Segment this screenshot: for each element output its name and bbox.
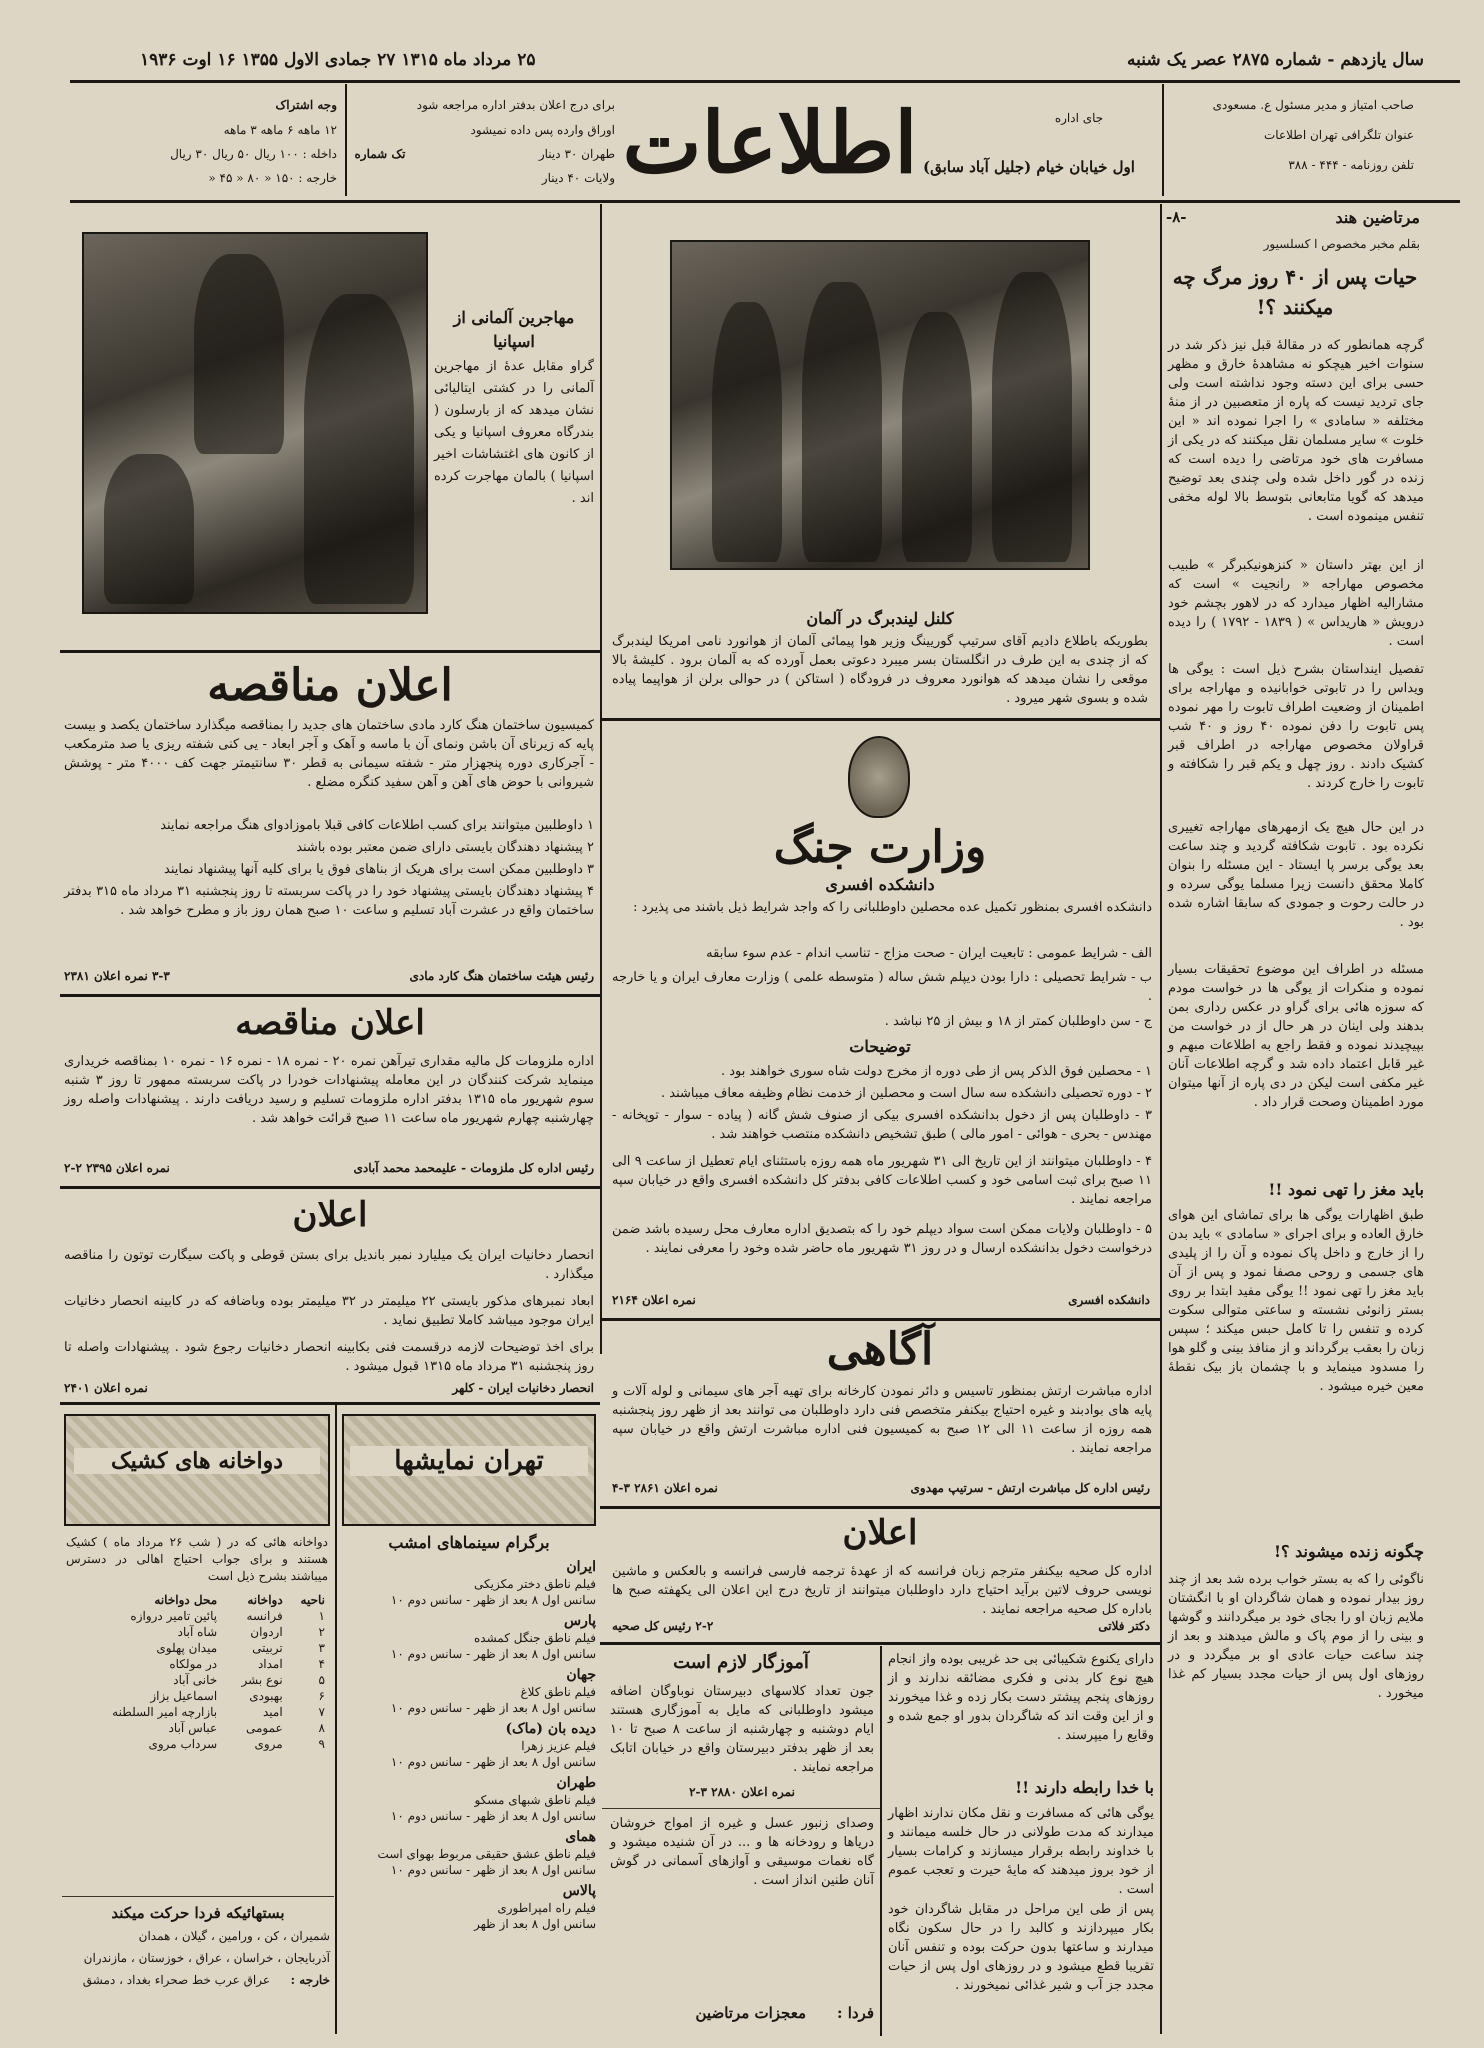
ad-note: برای درج اعلان بدفتر اداره مراجعه شود: [416, 98, 615, 112]
notice-bottom-rule: [600, 1506, 1160, 1509]
pharmacy-district: ۹: [318, 1737, 325, 1751]
ad2-title: اعلان مناقصه: [235, 1003, 425, 1043]
article-byline: بقلم مخبر مخصوص ا کسلسیور: [1263, 237, 1420, 251]
notice-footer-left: نمره اعلان ۲۸۶۱ ۳-۴: [612, 1481, 718, 1495]
ad2-footer-left: نمره اعلان ۲۳۹۵ ۲-۲: [64, 1161, 170, 1175]
cinema-divider: [335, 1404, 337, 2034]
pharmacy-row: [66, 1624, 328, 1640]
date-line: ۲۵ مرداد ماه ۱۳۱۵ ۲۷ جمادی الاول ۱۳۵۵ ۱۶ اوت ۱۹۳۶: [140, 50, 536, 70]
lion-and-sun-emblem: [848, 736, 910, 818]
cinema-entry: [344, 1612, 596, 1662]
migrants-caption-title: مهاجرین آلمانی از اسپانیا: [453, 308, 575, 351]
ad1-title: اعلان مناقصه: [207, 660, 453, 711]
top-rule: [70, 80, 1460, 83]
teacher-body: جون تعداد کلاسهای دبیرستان نوباوگان اضافه میشود داوطلبانی که مایل به آموزگاری هستند ایام دوشنبه و چهارشنبه از ساعت ۸ صبح تا ۱۰ بعد از ظهر بدفتر دبیرستان واقع در خیابان اتابک مراجعه نمایند .: [610, 1684, 874, 1775]
pharmacy-location: پائین تامیر دروازه: [130, 1609, 218, 1623]
pharmacy-name: عمومی: [245, 1721, 283, 1735]
article-para-7: ناگوئی را که به بستر خواب برده شد بعد از چند روز بیدار نموده و همان شاگردان او با انگشتان ملایم زبان او را بجای خود بر میگردانند و گوشها و بینی را از موم پاک و مالش میدهند و بعد از چند ساعت حیات عادی او بر میگردد و در روزهای اول پس از حیات مجدد بسیار کم غذا میخورد .: [1168, 1572, 1424, 1701]
cinema-times: سانس اول ۸ بعد از ظهر: [474, 1917, 596, 1931]
ad3-body-3: برای اخذ توضیحات لازمه درقسمت فنی بکابینه انحصار دخانیات رجوع شود . پیشنهادات واصله تا روز پنجشنبه ۳۱ مرداد ماه ۱۳۱۵ قبول میشود .: [64, 1340, 594, 1374]
shipping-foreign-label: خارجه :: [290, 1973, 330, 1987]
yogi-cont-para: دارای یکنوع شکیبائی بی حد غریبی بوده واز انجام هیچ نوع کار بدنی و فکری مضائقه ندارند و از روزهای پنجم پیشتر دست بکار زده و غذا میخورند و از این وقت اند که شاگردان بدور او جمع شده و وقایع را میپرسند .: [888, 1652, 1154, 1743]
yogi-cont-para-2: یوگی هائی که مسافرت و نقل مکان ندارند اظهار میدارند که مدت طولانی در حال خلسه میمانند و با خداوند رابطه برقرار میسازند و کرامات بسیار از خود بروز میدهند که مایهٔ حیرت و تعجب عموم است .: [888, 1806, 1154, 1897]
war-ministry-intro: دانشکده افسری بمنظور تکمیل عده محصلین داوطلبانی را که واجد شرایط ذیل باشند می پذیرد :: [633, 900, 1152, 915]
photo-figure: [992, 272, 1072, 562]
shipping-line-1: شمیران ، کن ، ورامین ، گیلان ، همدان: [138, 1929, 330, 1943]
migrants-caption: گراو مقابل عدهٔ از مهاجرین آلمانی را در کشتی ایتالیائی نشان میدهد که از بارسلون ( بندرگاه معروف اسپانیا و یکی از کانون های اغتشاشات اخیر اسپانیا ) بالمان مهاجرت کرده اند .: [434, 359, 594, 506]
pharmacy-district: ۵: [318, 1673, 325, 1687]
announcement-footer-left: ۲-۲ رئیس کل صحیه: [612, 1619, 714, 1633]
pharmacy-name: بهبودی: [249, 1689, 283, 1703]
masthead-phone: تلفن روزنامه - ۴۴۴ - ۳۸۸: [1288, 158, 1414, 172]
migrants-photo: [82, 232, 428, 614]
cinema-film: فیلم ناطق کلاغ: [520, 1685, 596, 1699]
article-title: حیات پس از ۴۰ روز مرگ چه میکنند ؟!: [1172, 265, 1418, 319]
pharmacy-row: [66, 1736, 328, 1752]
shipping-top-rule: [62, 1896, 334, 1897]
cinema-program-title: برگرام سینماهای امشب: [388, 1533, 550, 1552]
article-para-1: گرچه همانطور که در مقالهٔ قبل نیز ذکر شد در سنوات اخیر هیچکو نه مشاهدهٔ خارق و مظهر حسی برای این دسته وجود نداشته است ولی جای تردید نیست که پاره از متعصبین در از منهٔ مختلفه « سامادی » را اجرا نموده اند « این خلوت » سایر مسلمان نقل میکنند که در یکی از مسافرت های خود مرتاضی را دیده است که زنده در گور داخل شده ولی چندی بعد توضیح میدهد که گویا متابعانی بتوسط بالا لوله مخفی تنفس مینموده است .: [1168, 338, 1424, 524]
article-para-4: در این حال هیچ یک ازمهرهای مهاراجه تغییری نکرده بود . تابوت شکافته گردید و چند ساعت بعد یوگی برسر پا ایستاد - این مسئله را بنوان کاملا محقق دانست زیرا مسلما یوگی سرده و در حالت رحوت و جمودی که سابقا اشاره شده بود .: [1168, 820, 1424, 930]
cinema-film: فیلم ناطق شبهای مسکو: [474, 1793, 596, 1807]
single-price-label: تک شماره: [354, 147, 406, 161]
pharmacy-rows: [66, 1608, 328, 1752]
masthead-owner: صاحب امتیاز و مدیر مسئول ع. مسعودی: [1212, 98, 1414, 112]
photo-figure: [304, 294, 414, 604]
cinema-name: پارس: [563, 1613, 596, 1629]
war-note-1: ۱ - محصلین فوق الذکر پس از طی دوره از مخرج دولت شاه سوری خواهند بود .: [721, 1064, 1152, 1079]
ad3-bottom-rule: [60, 1402, 600, 1405]
ad1-item-2: ۲ پیشنهاد دهندگان بایستی دارای ضمن معتبر بوده باشند: [296, 840, 594, 855]
photo-figure: [194, 254, 284, 454]
cinema-name: جهان: [566, 1667, 596, 1683]
announcement-body: اداره کل صحیه بیکنفر مترجم زبان فرانسه که از عهدهٔ ترجمه فارسی فرانسه و بالعکس و ماشین نویسی حروف لاتین برآید احتیاج دارد داوطلبان میتوانند از تاریخ درج این اعلان الی یکهفته صبح ها باداره کل صحیه مراجعه نمایند .: [612, 1564, 1152, 1617]
pharmacy-row: [66, 1640, 328, 1656]
pharmacy-location: اسماعیل بزاز: [150, 1689, 218, 1703]
pharmacy-table-wrap: [66, 1592, 328, 1752]
war-condition-a: الف - شرایط عمومی : تابعیت ایران - صحت مزاج - تناسب اندام - عدم سوء سابقه: [706, 946, 1152, 961]
cinema-times: سانس اول ۸ بعد از ظهر - سانس دوم ۱۰: [390, 1647, 596, 1661]
pharmacy-location: در مولکاه: [169, 1657, 218, 1671]
pharmacy-location: خانی آباد: [173, 1673, 218, 1687]
section-title: مرتاضین هند: [1335, 208, 1420, 227]
cinema-list: [344, 1558, 596, 1936]
lindbergh-caption-title: کلنل لیندبرگ در آلمان: [806, 609, 954, 628]
notice-title: آگاهی: [826, 1324, 934, 1375]
cinema-film: فیلم عزیز زهرا: [521, 1739, 596, 1753]
ad2-bottom-rule: [60, 1186, 600, 1189]
ad1-footer-right: رئیس هیئت ساختمان هنگ کارد مادی: [409, 969, 594, 983]
issue-line: سال یازدهم - شماره ۲۸۷۵ عصر یک شنبه: [1127, 50, 1424, 70]
pharmacy-district: ۶: [318, 1689, 325, 1703]
bottom-mid-para: وصدای زنبور عسل و غیره از امواج خروشان دریاها و رودخانه ها و ... در آن شنیده میشود و گاه نغمات موسیقی و آوازهای آسمانی در گوش آنان طنین انداز است .: [610, 1816, 874, 1888]
ad1-body: کمیسیون ساختمان هنگ کارد مادی ساختمان های جدید را بمناقصه میگذارد ساختمان یکصد و بیست پایه که زیرنای آن باشن ونمای آن با ماسه و آهک و آجر ابعاد - یی کنی شفته ریزی یا صد مترمکعب - آجرکاری دوره پنجهزار متر - شفته سیمانی به قطر ۳۰ سانتیمتر جهت کف ۴۰۰۰ متر - پوشش شیروانی با حوض های آهن و آهن سفید کنگره مضلع .: [64, 718, 594, 790]
tehran-price: طهران ۳۰ دینار: [538, 147, 615, 161]
shipping-title: بستهائیکه فردا حرکت میکند: [111, 1904, 285, 1922]
cinema-times: سانس اول ۸ بعد از ظهر - سانس دوم ۱۰: [390, 1809, 596, 1823]
tomorrow-title: معجزات مرتاضین: [695, 2004, 806, 2022]
yogi-bottom-para: پس از طی این مراحل در مقابل شاگردان خود بکار میپردازند و کالبد را در حال سکون نگاه میدارند و ساعتها بدون حرکت بوده و تنفس آنان تقریبا قطع میشود و در روزهای اول پس از حیات مجدد جز آب و شیر غذائی نمیخورند .: [888, 1902, 1154, 1993]
pharmacy-header-row: [66, 1592, 328, 1608]
masthead-title: اطلاعات: [622, 93, 918, 192]
pharmacy-location: عباس آباد: [168, 1721, 218, 1735]
war-condition-b: ب - شرایط تحصیلی : دارا بودن دیپلم شش ساله ( متوسطه علمی ) وزارت معارف ایران و یا خارجه .: [612, 970, 1152, 1004]
cinema-film: فیلم ناطق جنگل کمشده: [473, 1631, 596, 1645]
ad3-body-2: ابعاد نمبرهای مذکور بایستی ۲۲ میلیمتر در ۳۲ میلیمتر بوده وباضافه که در کابینه انحصار دخانیات ایران موجود میباشد کاملا تطبیق نماید .: [64, 1294, 594, 1328]
pharmacy-location: شاه آباد: [177, 1625, 218, 1639]
cinema-times: سانس اول ۸ بعد از ظهر - سانس دوم ۱۰: [390, 1755, 596, 1769]
war-note-4: ۴ - داوطلبان میتوانند از این تاریخ الی ۳۱ شهریور ماه همه روزه باستثنای ایام تعطیل از ساعت ۹ الی ۱۱ صبح برای ثبت اسامی خود و کسب اطلاعات کافی بدفتر کل دانشکده افسری واقع در خیابان سپه مراجعه نمایند .: [612, 1154, 1152, 1207]
war-condition-c: ج - سن داوطلبان کمتر از ۱۸ و بیش از ۲۵ نباشد .: [884, 1014, 1152, 1029]
center-photo-rule: [600, 718, 1160, 721]
article-para-5: مسئله در اطراف این موضوع تحقیقات بسیار نموده و منکرات از یوگی ها در خواست مودم که سوزه هائی برای گراو در عکس رداری بمن بدهند ولی اینان در هر حال از در خواست من بپیچیدند نموده و فقط راجع به اطلاعات مبهم و غیر قابل اعتماد داده شد و گرچه اطلاعات آنان غیر مکفی است لیکن در دی پاره از آنها میتوان مورد اطمینان وصحت قرار داد .: [1168, 962, 1424, 1110]
pharmacy-location: سرداب مروی: [148, 1737, 218, 1751]
pharmacy-name: تربیتی: [252, 1641, 283, 1655]
ad3-footer-right: انحصار دخانیات ایران - کلهر: [452, 1381, 594, 1395]
cinema-entry: [344, 1720, 596, 1770]
cinema-entry: [344, 1882, 596, 1932]
pharmacy-header-district: ناحیه: [300, 1593, 325, 1607]
notice-footer-right: رئیس اداره کل مباشرت ارتش - سرتیپ مهدوی: [910, 1481, 1150, 1495]
column-rule-left: [600, 204, 602, 1354]
article-subhead-1: باید مغز را تهی نمود !!: [1268, 1180, 1424, 1199]
shipping-line-3: عراق عرب خط صحراء بغداد ، دمشق: [82, 1973, 270, 1987]
war-note-3: ۳ - داوطلبان پس از دخول بدانشکده افسری بیکی از صنوف شش گانه ( پیاده - سوار - توپخانه - مهندس - بحری - هوائی - امور مالی ) طبق تشخیص دانشکده منتصب خواهند شد .: [612, 1108, 1152, 1142]
pharmacy-district: ۱: [318, 1609, 325, 1623]
pharmacy-header-location: محل دواخانه: [154, 1593, 218, 1607]
war-footer-left: نمره اعلان ۲۱۶۴: [612, 1293, 696, 1307]
ad1-item-1: ۱ داوطلبین میتوانند برای کسب اطلاعات کافی قبلا باموزادوای هنگ مراجعه نمایند: [160, 818, 594, 833]
announcement-title: اعلان: [842, 1513, 918, 1553]
tomorrow-label: فردا :: [836, 2004, 874, 2022]
cinema-film: فیلم ناطق دختر مکزیکی: [474, 1577, 596, 1591]
shipping-line-2: آذربایجان ، خراسان ، عراق ، خوزستان ، مازندران: [83, 1951, 330, 1965]
cinema-film: فیلم راه امپراطوری: [497, 1901, 596, 1915]
pharmacy-row: [66, 1672, 328, 1688]
section-part: -۸-: [1166, 208, 1187, 226]
pharmacy-brand: دواخانه های کشیک: [74, 1448, 320, 1474]
cinema-entry: [344, 1558, 596, 1608]
cinema-film: فیلم ناطق عشق حقیقی مربوط بهوای است: [377, 1847, 596, 1861]
pharmacy-row: [66, 1704, 328, 1720]
photo-figure: [902, 312, 972, 562]
teacher-footer: نمره اعلان ۲۸۸۰ ۳-۲: [689, 1785, 795, 1799]
photo-figure: [104, 454, 194, 604]
lindbergh-caption: بطوریکه باطلاع دادیم آقای سرتیپ گوریینگ وزیر هوا پیمائی آلمان از هوانورد نامی امریکا لیندبرگ که از چندی به این طرف در انگلستان بسر میبرد دعوتی بعمل آورده که به آلمان برود . کلیشهٔ بالا موقعی را نشان میدهد که هوانورد معروف در فرودگاه ( استاکن ) در حوالی برلن از هواپیما پیاده شده و بسوی شهر میرود .: [612, 634, 1148, 706]
ad-note-2: اوراق وارده پس داده نمیشود: [470, 123, 615, 137]
article-para-6: طبق اظهارات یوگی ها برای تماشای این هوای خارق العاده و برای اجرای « سامادی » باید بدن را از خارج و داخل پاک نموده و آن را از پلیدی های جسمی و روحی مصفا نمود و پس از آن باید مغز را تهی نمود !! یوگی مفید ابتدا بر روی بستر زانوئی نشسته و ساعتی متوالی سکوت کرده و تنفس را تا کامل حبس میکند ؛ سپس زبان را بعقب برگرداند و از منافذ بینی و گلو هوا را مسدود مینماید و با چشمان باز بیک نقطهٔ معین خیره میشود .: [1168, 1208, 1424, 1394]
cinema-times: سانس اول ۸ بعد از ظهر - سانس دوم ۱۰: [390, 1863, 596, 1877]
lower-divider: [880, 1646, 882, 2036]
pharmacy-name: فرانسه: [246, 1609, 283, 1623]
office-label: جای اداره: [1054, 111, 1104, 125]
pharmacy-intro: دواخانه هائی که در ( شب ۲۶ مرداد ماه ) کشیک هستند و برای جواب احتیاج اهالی در دسترس میباشند بشرح ذیل است: [66, 1535, 328, 1583]
cinema-name: پالاس: [562, 1883, 596, 1899]
article-para-3: تفصیل اینداستان بشرح ذیل است : یوگی ها ویداس را در تابوتی خوابانیده و مهاراجه برای اطمینان از وضعیت اطراف تابوت را مهر نموده پس تابوت را دفن نموده ۴۰ روز و ۴۰ شب قراولان مخصوص مهاراجه در اطراف قبر کشیک دادند . روز چهل و یکم قبر را شکافته و تابوت را خارج کردند .: [1168, 662, 1424, 791]
subscription-header: ۱۲ ماهه ۶ ماهه ۳ ماهه: [223, 123, 337, 137]
pharmacy-district: ۷: [318, 1705, 325, 1719]
pharmacy-table: [66, 1592, 328, 1752]
column-rule-right: [1160, 204, 1162, 2034]
office-address: اول خیابان خیام (جلیل آباد سابق): [923, 158, 1135, 176]
pharmacy-district: ۴: [318, 1657, 325, 1671]
masthead-telegraph: عنوان تلگرافی تهران اطلاعات: [1264, 128, 1414, 142]
ad1-footer-left: ۳-۳ نمره اعلان ۲۳۸۱: [64, 969, 170, 983]
cinema-times: سانس اول ۸ بعد از ظهر - سانس دوم ۱۰: [390, 1593, 596, 1607]
cinema-name: طهران: [556, 1775, 596, 1791]
ad1-item-3: ۳ داوطلبین ممکن است برای هریک از بناهای فوق یا برای کلیه آنها پیشنهاد نمایند: [164, 862, 594, 877]
war-note-5: ۵ - داوطلبان ولایات ممکن است سواد دیپلم خود را که بتصدیق اداره معارف محل رسیده باشد ضمن درخواست دخول بدانشکده ارسال و در روز ۳۱ شهریور ماه حاضر شده وخود را معرفی نمایند .: [612, 1222, 1152, 1256]
ad2-footer-right: رئیس اداره کل ملزومات - علیمحمد محمد آبادی: [353, 1161, 594, 1175]
war-ministry-subtitle: دانشکده افسری: [825, 875, 935, 894]
war-bottom-rule: [600, 1318, 1160, 1321]
pharmacy-header-name: دواخانه: [247, 1593, 283, 1607]
subscription-label: وجه اشتراک: [275, 98, 337, 112]
ad3-body-1: انحصار دخانیات ایران یک میلیارد نمبر باندیل برای بستن قوطی و پاکت سیگارت توتون را مناقصه میگذارد .: [64, 1248, 594, 1282]
lindbergh-photo: [670, 240, 1090, 570]
pharmacy-name: امید: [263, 1705, 283, 1719]
pharmacy-district: ۸: [318, 1721, 325, 1735]
pharmacy-name: امداد: [257, 1657, 283, 1671]
pharmacy-location: میدان پهلوی: [156, 1641, 218, 1655]
pharmacy-district: ۲: [318, 1625, 325, 1639]
pharmacy-row: [66, 1608, 328, 1624]
pharmacy-row: [66, 1656, 328, 1672]
war-ministry-title: وزارت جنگ: [773, 822, 987, 873]
cinema-entry: [344, 1774, 596, 1824]
yogi-cont-subhead: با خدا رابطه دارند !!: [1015, 1778, 1154, 1797]
ad1-item-4: ۴ پیشنهاد دهندگان بایستی پیشنهاد خود را در پاکت سربسته تا روز پنجشنبه ۳۱ مرداد ماه ۳۱۵ بدفتر ساختمان واقع در عشرت آباد تسلیم و ساعت ۱۰ صبح همان روز باز و مطرح خواهد شد .: [64, 884, 594, 918]
war-footer-right: دانشکده افسری: [1068, 1293, 1150, 1307]
subscription-foreign: خارجه : ۱۵۰ « ۸۰ « ۴۵ «: [208, 171, 337, 185]
masthead-bottom-rule: [70, 200, 1460, 203]
war-notes-title: توضیحات: [849, 1037, 911, 1056]
pharmacy-district: ۳: [318, 1641, 325, 1655]
masthead-divider-2: [345, 84, 347, 196]
cinema-times: سانس اول ۸ بعد از ظهر - سانس دوم ۱۰: [390, 1701, 596, 1715]
ad3-footer-left: نمره اعلان ۲۴۰۱: [64, 1381, 148, 1395]
subscription-domestic: داخله : ۱۰۰ ریال ۵۰ ریال ۳۰ ریال: [170, 147, 337, 161]
masthead-divider-1: [1162, 84, 1164, 196]
photo-figure: [712, 302, 782, 562]
cinema-name: دیده بان (ماک): [505, 1721, 596, 1737]
announcement-bottom-rule: [600, 1642, 1160, 1645]
pharmacy-name: مروی: [254, 1737, 283, 1751]
cinema-entry: [344, 1828, 596, 1878]
photo-figure: [802, 282, 882, 562]
teacher-bottom-rule: [602, 1808, 880, 1809]
ad1-bottom-rule: [60, 994, 600, 997]
announcement-footer-right: دکتر فلاتی: [1098, 1619, 1150, 1633]
pharmacy-row: [66, 1720, 328, 1736]
ad2-body: اداره ملزومات کل مالیه مقداری تیرآهن نمره ۲۰ - نمره ۱۸ - نمره ۱۶ - نمره ۱۰ بمناقصه خریداری مینماید شرکت کنندگان در این معامله پیشنهادات خودرا در پاکت سربسته ممهور تا روز ۳ شنبه سوم شهریور ماه ۱۳۱۵ بدفتر اداره ملزومات تسلیم و رسید دریافت دارند . پیشنهادات واصله روز چهارشنبه چهارم شهریور ماه ساعت ۱۱ صبح قرائت خواهد شد .: [64, 1054, 595, 1126]
cinema-name: ایران: [566, 1559, 596, 1575]
teacher-title: آموزگار لازم است: [673, 1652, 809, 1673]
pharmacy-name: اردوان: [250, 1625, 283, 1639]
article-para-2: از این بهتر داستان « کنزهونیکبرگر » طبیب مخصوص مهاراجه « رانجیت » است که مشارالیه اظهار میدارد که در لاهور بچشم خود درویش « هاریداس » ( ۱۸۳۹ - ۱۷۹۲ ) را دیده است .: [1168, 558, 1424, 649]
war-note-2: ۲ - دوره تحصیلی دانشکده سه سال است و محصلین از خدمت نظام وظیفه معاف میباشند .: [661, 1086, 1152, 1101]
cinema-entry: [344, 1666, 596, 1716]
pharmacy-location: بازارچه امیر السلطنه: [112, 1705, 218, 1719]
provinces-price: ولایات ۴۰ دینار: [541, 171, 615, 185]
cinema-name: همای: [565, 1829, 596, 1845]
notice-body: اداره مباشرت ارتش بمنظور تاسیس و دائر نمودن کارخانه برای تهیه آجر های سیمانی و لوله آلات و پایه های بوادبند و غیره احتیاج بیکنفر متخصص فنی دارد داوطلبان می توانند بعد از ظهر روز پنجشنبه همه روزه از ساعت ۱۱ الی ۱۲ صبح به کمیسیون فنی اداره مباشرت ارتش واقع در خیابان سپه مراجعه نمایند .: [612, 1384, 1152, 1456]
pharmacy-row: [66, 1688, 328, 1704]
pharmacy-name: نوع بشر: [241, 1673, 283, 1687]
left-photo-rule: [60, 650, 600, 653]
cinema-brand: تهران نمایشها: [350, 1446, 588, 1476]
ad3-title: اعلان: [292, 1195, 368, 1235]
article-subhead-2: چگونه زنده میشوند ؟!: [1274, 1542, 1424, 1561]
